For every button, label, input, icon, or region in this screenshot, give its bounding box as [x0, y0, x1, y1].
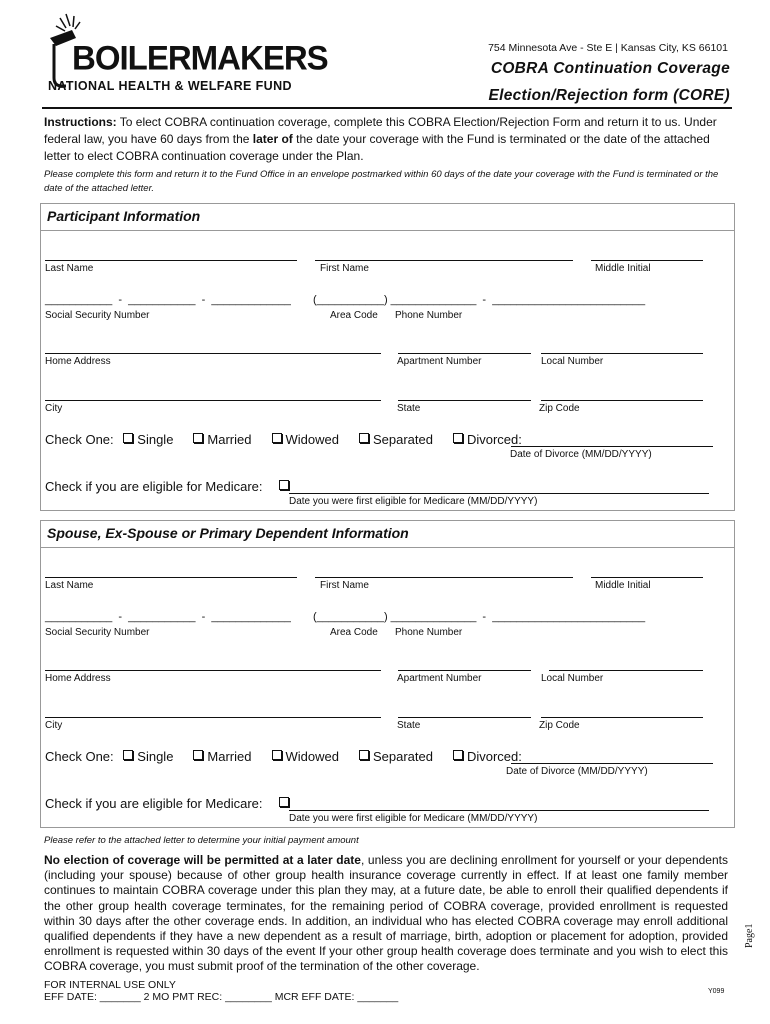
- local-number-label: Local Number: [541, 356, 604, 367]
- check-one-label: Check One:: [45, 432, 114, 447]
- spouse-local-number-field[interactable]: [549, 670, 703, 671]
- spouse-single-label: Single: [137, 749, 174, 764]
- spouse-widowed-label: Widowed: [285, 749, 339, 764]
- fund-address: 754 Minnesota Ave - Ste E | Kansas City, KS 66101: [488, 42, 728, 54]
- instructions-bold: later of: [252, 132, 293, 146]
- spouse-middle-initial-field[interactable]: [591, 577, 703, 578]
- spouse-first-name-label: First Name: [320, 580, 369, 591]
- spouse-last-name-field[interactable]: [45, 577, 297, 578]
- home-address-field[interactable]: [45, 353, 381, 354]
- spouse-home-address-field[interactable]: [45, 670, 381, 671]
- last-name-field[interactable]: [45, 260, 297, 261]
- middle-initial-field[interactable]: [591, 260, 703, 261]
- election-paragraph-text: , unless you are declining enrollment for yourself or your dependents (including your spouse) because of other group health insurance coverage currently in effect. If at least one family member continues to maintain COBRA coverage under this plan they may, at a future date, be able to enroll their qualified dependents if the other group health coverage terminates, for the remaining period of COBRA coverage, provided enrollment is requested within 30 days after the other coverage ends. In addition, an individual who has elected COBRA coverage may enroll additional qualified dependents if they have a new dependent as a result of marriage, birth, adoption or placement for adoption, provided enrollment is requested within 30 days of the event If your other group health coverage does terminate and you wish to elect this COBRA coverage, you must submit proof of the termination of the other coverage.: [44, 853, 728, 974]
- spouse-divorce-date-label: Date of Divorce (MM/DD/YYYY): [506, 766, 648, 777]
- last-name-label: Last Name: [45, 263, 94, 274]
- spouse-medicare-label: Check if you are eligible for Medicare:: [45, 796, 263, 811]
- first-name-label: First Name: [320, 263, 369, 274]
- phone-number-label: Phone Number: [395, 310, 463, 321]
- spouse-separated-label: Separated: [372, 749, 433, 764]
- married-checkbox[interactable]: [193, 433, 203, 443]
- medicare-row: [45, 479, 293, 494]
- instructions-text1: To elect COBRA continuation coverage, complete this COBRA Election/Rejection Form and return it to us. Under federal law, you have 60 days from the: [44, 115, 717, 146]
- zip-label: Zip Code: [539, 403, 580, 414]
- medicare-checkbox[interactable]: [279, 480, 289, 490]
- married-label: Married: [207, 432, 252, 447]
- spouse-last-name-label: Last Name: [45, 580, 94, 591]
- election-paragraph: [44, 853, 728, 975]
- spouse-apartment-number-field[interactable]: [398, 670, 531, 671]
- spouse-section-title: Spouse, Ex-Spouse or Primary Dependent Information: [47, 525, 409, 541]
- single-label: Single: [137, 432, 174, 447]
- zip-field[interactable]: [541, 400, 703, 401]
- spouse-medicare-date-field[interactable]: [289, 810, 709, 811]
- spouse-section: [40, 520, 735, 828]
- apartment-number-field[interactable]: [398, 353, 531, 354]
- spouse-single-checkbox[interactable]: [123, 750, 133, 760]
- spouse-divorced-checkbox[interactable]: [453, 750, 463, 760]
- spouse-state-field[interactable]: [398, 717, 531, 718]
- apartment-number-label: Apartment Number: [397, 356, 482, 367]
- spouse-married-checkbox[interactable]: [193, 750, 203, 760]
- spouse-widowed-checkbox[interactable]: [272, 750, 282, 760]
- spouse-medicare-row: [45, 796, 293, 811]
- spouse-state-label: State: [397, 720, 421, 731]
- phone-field[interactable]: (___________) ______________ - _________________________: [313, 294, 646, 306]
- form-code: Y099: [708, 988, 725, 995]
- state-label: State: [397, 403, 421, 414]
- spouse-city-field[interactable]: [45, 717, 381, 718]
- instructions-text2: the date your coverage with the Fund is terminated or the date of the attached letter to elect COBRA continuation coverage under the Plan.: [44, 132, 710, 163]
- spouse-home-address-label: Home Address: [45, 673, 111, 684]
- instructions-lead: Instructions:: [44, 115, 117, 129]
- spouse-ssn-label: Social Security Number: [45, 627, 150, 638]
- separated-checkbox[interactable]: [359, 433, 369, 443]
- brand-subtitle: NATIONAL HEALTH & WELFARE FUND: [48, 79, 292, 93]
- spouse-apartment-number-label: Apartment Number: [397, 673, 482, 684]
- ssn-label: Social Security Number: [45, 310, 150, 321]
- instructions: [44, 114, 730, 165]
- spouse-separated-checkbox[interactable]: [359, 750, 369, 760]
- separated-label: Separated: [372, 432, 433, 447]
- home-address-label: Home Address: [45, 356, 111, 367]
- header-divider: [42, 107, 732, 109]
- spouse-medicare-checkbox[interactable]: [279, 797, 289, 807]
- participant-section-header: [41, 204, 734, 231]
- election-paragraph-bold: No election of coverage will be permitted at a later date: [44, 853, 361, 867]
- first-name-field[interactable]: [315, 260, 573, 261]
- city-label: City: [45, 403, 63, 414]
- single-checkbox[interactable]: [123, 433, 133, 443]
- spouse-phone-number-label: Phone Number: [395, 627, 463, 638]
- payment-note: Please refer to the attached letter to determine your initial payment amount: [44, 835, 359, 846]
- local-number-field[interactable]: [541, 353, 703, 354]
- form-title-line2: Election/Rejection form (CORE): [488, 87, 730, 104]
- spouse-medicare-date-label: Date you were first eligible for Medicare (MM/DD/YYYY): [289, 813, 538, 824]
- spouse-zip-field[interactable]: [541, 717, 703, 718]
- spouse-divorce-date-field[interactable]: [511, 763, 713, 764]
- medicare-date-field[interactable]: [289, 493, 709, 494]
- page-number: Page1: [744, 923, 755, 948]
- divorced-checkbox[interactable]: [453, 433, 463, 443]
- spouse-first-name-field[interactable]: [315, 577, 573, 578]
- area-code-label: Area Code: [330, 310, 378, 321]
- state-field[interactable]: [398, 400, 531, 401]
- marital-status-row: [45, 432, 536, 447]
- divorce-date-field[interactable]: [511, 446, 713, 447]
- spouse-area-code-label: Area Code: [330, 627, 378, 638]
- participant-section: [40, 203, 735, 511]
- spouse-phone-field[interactable]: (___________) ______________ - _________________________: [313, 611, 646, 623]
- medicare-label: Check if you are eligible for Medicare:: [45, 479, 263, 494]
- brand-name: BOILERMAKERS: [72, 38, 328, 77]
- divorce-date-label: Date of Divorce (MM/DD/YYYY): [510, 449, 652, 460]
- widowed-checkbox[interactable]: [272, 433, 282, 443]
- spouse-zip-label: Zip Code: [539, 720, 580, 731]
- ssn-field[interactable]: ___________ - ___________ - _____________: [45, 294, 291, 306]
- spouse-married-label: Married: [207, 749, 252, 764]
- form-title-line1: COBRA Continuation Coverage: [490, 60, 730, 77]
- widowed-label: Widowed: [285, 432, 339, 447]
- internal-use-heading: FOR INTERNAL USE ONLY: [44, 979, 176, 991]
- spouse-section-header: [41, 521, 734, 548]
- spouse-divorced-label: Divorced:: [466, 749, 522, 764]
- spouse-local-number-label: Local Number: [541, 673, 604, 684]
- participant-section-title: Participant Information: [47, 208, 201, 224]
- internal-use-block: [44, 979, 398, 1003]
- spouse-ssn-field[interactable]: ___________ - ___________ - _____________: [45, 611, 291, 623]
- postmark-note: Please complete this form and return it to the Fund Office in an envelope postmarked within 60 days of the date your coverage with the Fund is terminated or the date of the attached letter.: [44, 169, 719, 194]
- spouse-city-label: City: [45, 720, 63, 731]
- spouse-check-one-label: Check One:: [45, 749, 114, 764]
- middle-initial-label: Middle Initial: [595, 263, 651, 274]
- spouse-marital-status-row: [45, 749, 536, 764]
- medicare-date-label: Date you were first eligible for Medicare (MM/DD/YYYY): [289, 496, 538, 507]
- divorced-label: Divorced:: [466, 432, 522, 447]
- city-field[interactable]: [45, 400, 381, 401]
- internal-use-fields: EFF DATE: _______ 2 MO PMT REC: ________ MCR EFF DATE: _______: [44, 991, 399, 1003]
- spouse-middle-initial-label: Middle Initial: [595, 580, 651, 591]
